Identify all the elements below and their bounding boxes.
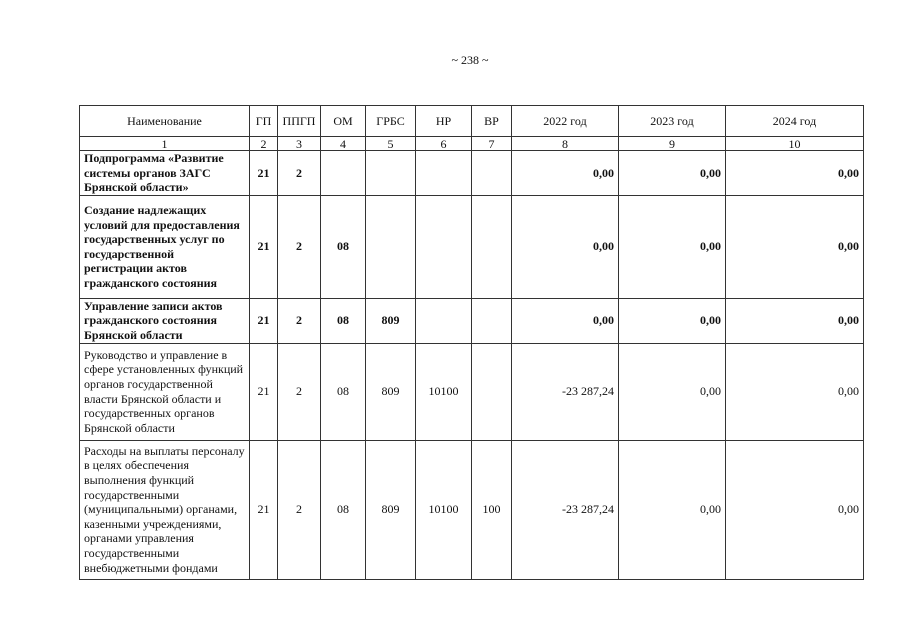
cell-2024: 0,00 [726,298,864,343]
cell-2024: 0,00 [726,151,864,196]
page-number: ~ 238 ~ [451,53,489,67]
cell-2022: 0,00 [512,151,619,196]
cell-2022: -23 287,24 [512,440,619,579]
header-vr: ВР [472,106,512,137]
cell-om: 08 [321,440,366,579]
row-name: Расходы на выплаты персоналу в целях обеспечения выполнения функций государственными (муниципальными) органами, казенными учреждениями, органами управления государственными внебюджетными фондами [80,440,250,579]
cell-vr [472,151,512,196]
row-name: Руководство и управление в сфере установленных функций органов государственной власти Брянской области и государственных органов Брянской области [80,343,250,440]
cell-gp: 21 [250,195,278,298]
cell-ppgp: 2 [278,151,321,196]
column-number: 9 [619,137,726,151]
cell-gp: 21 [250,343,278,440]
cell-vr [472,195,512,298]
cell-ppgp: 2 [278,343,321,440]
cell-nr: 10100 [416,440,472,579]
column-number: 7 [472,137,512,151]
table-header-row [80,106,864,137]
cell-nr [416,151,472,196]
cell-gp: 21 [250,298,278,343]
cell-grbs [366,151,416,196]
table-row [80,298,864,343]
cell-grbs: 809 [366,343,416,440]
column-number-row [80,137,864,151]
column-number: 4 [321,137,366,151]
header-2022: 2022 год [512,106,619,137]
cell-ppgp: 2 [278,195,321,298]
header-2024: 2024 год [726,106,864,137]
cell-vr: 100 [472,440,512,579]
cell-2024: 0,00 [726,343,864,440]
cell-2023: 0,00 [619,298,726,343]
cell-grbs: 809 [366,298,416,343]
cell-2023: 0,00 [619,195,726,298]
column-number: 5 [366,137,416,151]
table-row [80,343,864,440]
cell-2023: 0,00 [619,151,726,196]
header-om: ОМ [321,106,366,137]
column-number: 1 [80,137,250,151]
row-name: Управление записи актов гражданского состояния Брянской области [80,298,250,343]
cell-2022: -23 287,24 [512,343,619,440]
budget-table [79,105,864,580]
cell-om [321,151,366,196]
column-number: 3 [278,137,321,151]
column-number: 2 [250,137,278,151]
column-number: 6 [416,137,472,151]
cell-nr [416,195,472,298]
cell-nr [416,298,472,343]
cell-om: 08 [321,343,366,440]
table-row [80,151,864,196]
column-number: 10 [726,137,864,151]
header-gp: ГП [250,106,278,137]
cell-grbs: 809 [366,440,416,579]
header-ppgp: ППГП [278,106,321,137]
cell-2023: 0,00 [619,343,726,440]
header-grbs: ГРБС [366,106,416,137]
cell-grbs [366,195,416,298]
cell-2024: 0,00 [726,440,864,579]
cell-om: 08 [321,195,366,298]
cell-2024: 0,00 [726,195,864,298]
cell-gp: 21 [250,440,278,579]
column-number: 8 [512,137,619,151]
cell-2022: 0,00 [512,195,619,298]
table-row [80,195,864,298]
cell-ppgp: 2 [278,440,321,579]
row-name: Подпрограмма «Развитие системы органов ЗАГС Брянской области» [80,151,250,196]
cell-2023: 0,00 [619,440,726,579]
cell-ppgp: 2 [278,298,321,343]
header-nr: НР [416,106,472,137]
cell-gp: 21 [250,151,278,196]
cell-vr [472,298,512,343]
cell-om: 08 [321,298,366,343]
header-2023: 2023 год [619,106,726,137]
row-name: Создание надлежащих условий для предоставления государственных услуг по государственной регистрации актов гражданского состояния [80,195,250,298]
header-name: Наименование [80,106,250,137]
cell-vr [472,343,512,440]
table-row [80,440,864,579]
cell-2022: 0,00 [512,298,619,343]
cell-nr: 10100 [416,343,472,440]
